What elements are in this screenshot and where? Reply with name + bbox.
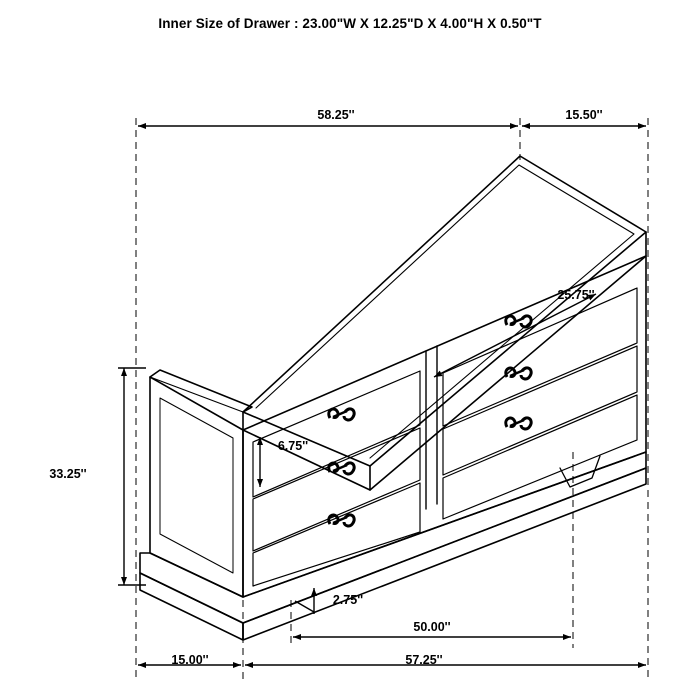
extension-lines — [136, 118, 648, 680]
drawer-left-bottom — [253, 483, 420, 586]
drawer-right-middle — [443, 346, 637, 475]
handle-left-middle — [329, 463, 354, 474]
arrow-diagonal-depth — [434, 294, 596, 377]
label-top-depth-right: 15.50'' — [565, 108, 603, 122]
right-bracket-foot — [560, 456, 600, 487]
dimension-arrows — [118, 126, 646, 665]
label-base-inner-width: 50.00'' — [413, 620, 451, 634]
label-kick-height: 2.75'' — [332, 593, 364, 607]
top-inner-lip — [256, 165, 634, 458]
label-top-width: 58.25'' — [317, 108, 355, 122]
label-drawer-height: 6.75'' — [277, 439, 309, 453]
handle-left-top — [329, 409, 354, 420]
label-base-depth-left: 15.00'' — [171, 653, 209, 667]
label-base-front-width: 57.25'' — [405, 653, 443, 667]
handle-right-top — [506, 316, 531, 327]
page-title: Inner Size of Drawer : 23.00"W X 12.25"D X 4.00"H X 0.50"T — [158, 16, 542, 31]
handle-right-middle — [506, 368, 531, 379]
leader-kick-height — [295, 601, 314, 612]
label-diagonal-depth: 25.75'' — [557, 288, 595, 302]
base-left-foot — [140, 573, 243, 640]
top-edge-thickness-right — [370, 232, 646, 490]
base-front-foot — [243, 468, 646, 640]
handle-right-bottom — [506, 418, 531, 429]
left-side-top-line — [150, 377, 243, 412]
left-side-panel — [150, 377, 243, 597]
base-molding — [140, 452, 646, 623]
dresser-outline — [140, 156, 646, 640]
label-total-height: 33.25'' — [49, 467, 87, 481]
left-panel-detail — [160, 398, 233, 573]
